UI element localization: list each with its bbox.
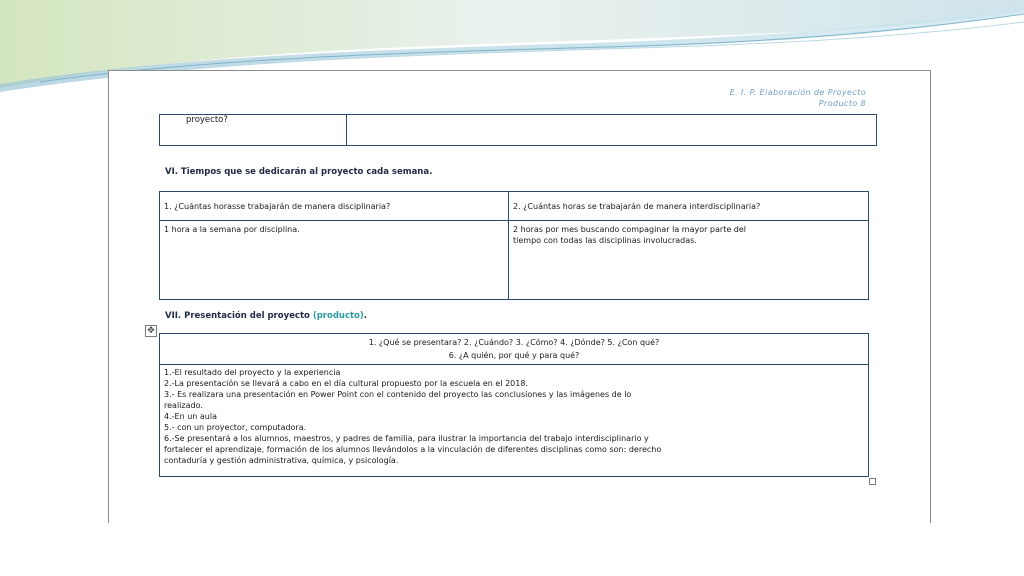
section-7-title <box>165 311 367 321</box>
section-7-accent: (producto) <box>312 311 364 321</box>
presentacion-line: realizado. <box>164 401 203 410</box>
table-presentacion <box>159 333 869 477</box>
presentacion-line: 6.-Se presentará a los alumnos, maestros, y padres de familia, para ilustrar la importancia del trabajo interdisciplinario y <box>164 434 649 443</box>
presentacion-line: 4.-En un aula <box>164 412 217 421</box>
section-7-title-text: VII. Presentación del proyecto <box>165 311 310 321</box>
section-6-title: VI. Tiempos que se dedicarán al proyecto cada semana. <box>165 167 433 177</box>
presentacion-line: contaduría y gestión administrativa, química, y psicología. <box>164 456 399 465</box>
presentacion-line: fortalecer el aprendizaje, formación de los alumnos llevándolos a la vinculación de diferentes disciplinas como son: derecho <box>164 445 662 454</box>
section-7-end: . <box>363 311 368 321</box>
presentacion-header-line2: 6. ¿A quién, por qué y para qué? <box>448 351 580 360</box>
tiempos-header-left: 1. ¿Cuántas horasse trabajarán de manera disciplinaria? <box>160 192 509 221</box>
presentacion-body <box>160 365 869 477</box>
table-top-cell-left: proyecto? <box>160 115 347 146</box>
presentacion-header <box>160 334 869 365</box>
header-line1: E. I. P. Elaboración de Proyecto <box>729 88 866 97</box>
presentacion-line: 2.-La presentación se llevará a cabo en el día cultural propuesto por la escuela en el 2018. <box>164 379 528 388</box>
table-top-fragment <box>159 114 877 146</box>
tiempos-header-right: 2. ¿Cuántas horas se trabajarán de manera interdisciplinaria? <box>509 192 869 221</box>
tiempos-answer-right-line2: tiempo con todas las disciplinas involucradas. <box>513 236 697 245</box>
document-page <box>108 70 931 523</box>
presentacion-line: 5.- con un proyector, computadora. <box>164 423 307 432</box>
table-top-cell-right <box>347 115 877 146</box>
resize-handle-icon[interactable] <box>869 478 876 485</box>
tiempos-answer-right-line1: 2 horas por mes buscando compaginar la mayor parte del <box>513 225 747 234</box>
table-tiempos <box>159 191 869 300</box>
tiempos-answer-left: 1 hora a la semana por disciplina. <box>160 221 509 300</box>
header-line2: Producto 8 <box>818 99 866 108</box>
presentacion-line: 3.- Es realizara una presentación en Power Point con el contenido del proyecto las conclusiones y las imágenes de lo <box>164 390 632 399</box>
tiempos-answer-right <box>509 221 869 300</box>
page-header <box>730 87 866 109</box>
presentacion-line: 1.-El resultado del proyecto y la experiencia <box>164 368 341 377</box>
move-handle-icon[interactable]: ✥ <box>145 325 157 337</box>
presentacion-header-line1: 1. ¿Qué se presentara? 2. ¿Cuándo? 3. ¿Cómo? 4. ¿Dónde? 5. ¿Con qué? <box>368 338 660 347</box>
